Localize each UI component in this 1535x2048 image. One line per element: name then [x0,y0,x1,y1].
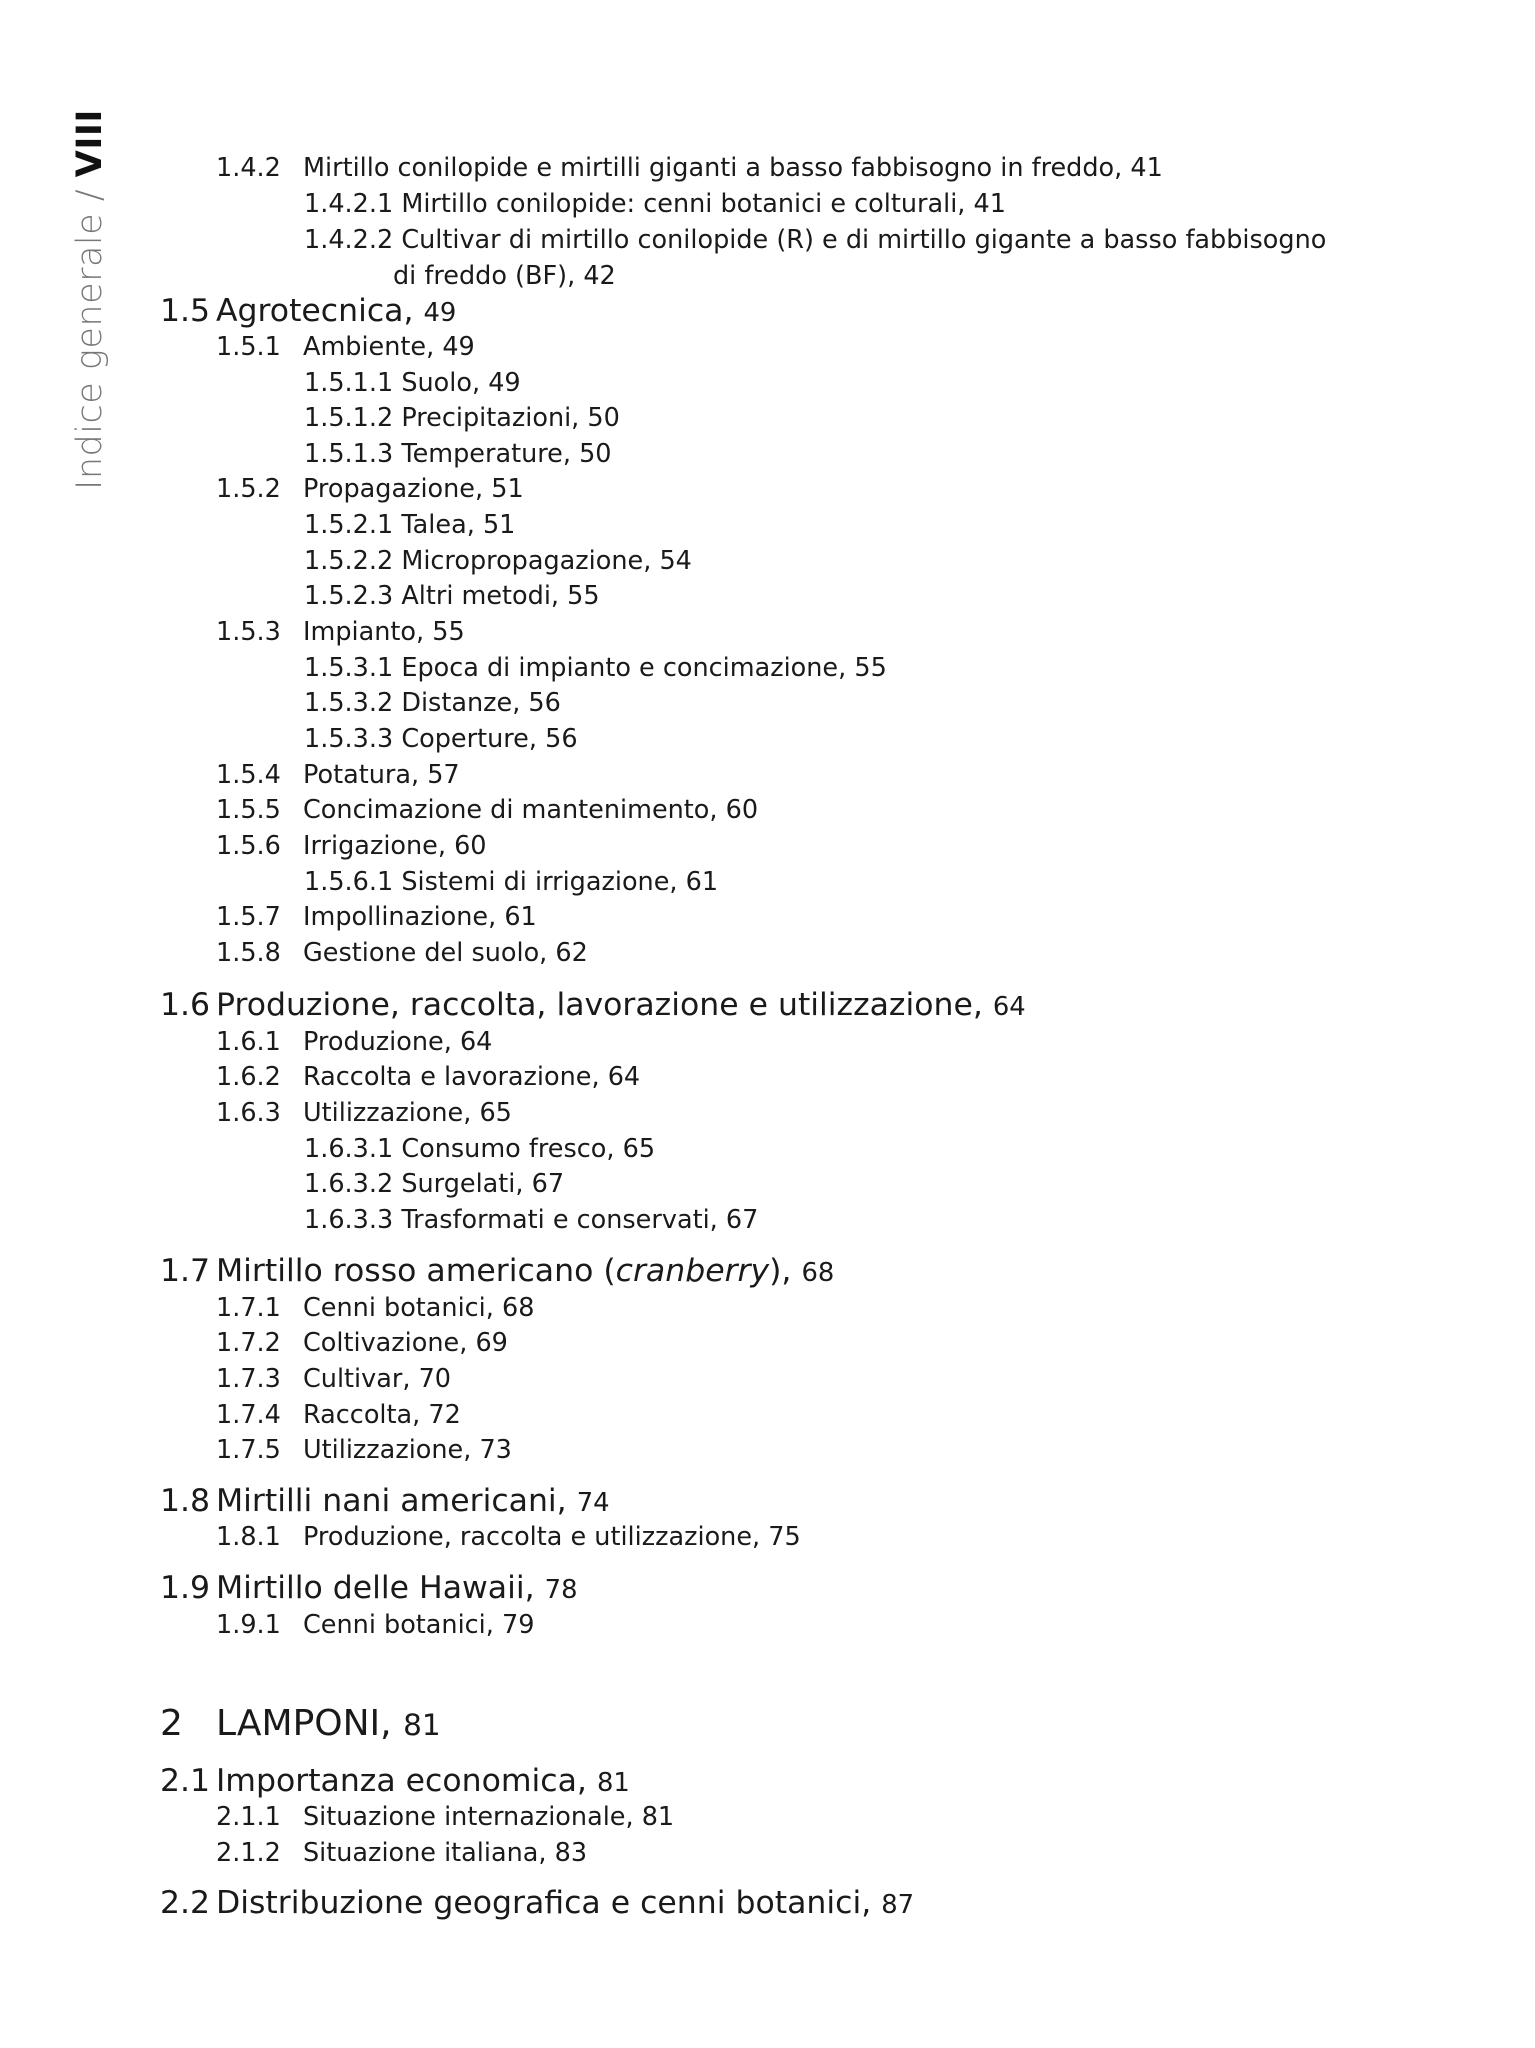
toc-entry-number: 1.5.3.2 [304,688,394,718]
toc-entry-title-wrap [401,1205,758,1235]
toc-entry-title-wrap [303,153,1163,183]
toc-entry-title-wrap [393,261,616,291]
toc-entry-page: 68 [801,1258,835,1288]
toc-entry-page: 49 [488,368,521,398]
toc-entry-number: 1.6.3.1 [304,1134,394,1164]
toc-entry-page: 81 [596,1768,630,1798]
toc-entry-title-wrap [401,724,577,754]
toc-entry-title: Temperature, [401,439,571,469]
toc-entry-number: 1.5.2 [216,474,281,504]
toc-entry-number: 1.5.8 [216,938,281,968]
toc-entry-title: Distanze, [401,688,521,718]
toc-entry-page: 81 [403,1708,441,1742]
toc-entry-title: Cultivar, [303,1364,411,1394]
toc-entry [304,653,887,683]
toc-entry [304,1205,759,1235]
toc-entry-title: Produzione, raccolta e utilizzazione, [303,1522,761,1552]
toc-entry [304,368,521,398]
toc-entry [304,1169,565,1199]
toc-entry-title-wrap [303,1610,535,1640]
toc-entry-page: 50 [587,403,620,433]
toc-entry-title-wrap [401,1169,564,1199]
toc-entry-number: 1.4.2.1 [304,189,394,219]
toc-entry-title-wrap [401,581,599,611]
toc-entry-title-wrap [303,1435,512,1465]
toc-entry-title-wrap [303,1838,588,1868]
toc-entry-title: Ambiente, [303,332,435,362]
toc-entry-page: 75 [768,1522,801,1552]
toc-entry [304,510,516,540]
toc-entry-title: Utilizzazione, [303,1098,472,1128]
toc-entry-page: 65 [479,1098,512,1128]
toc-entry-title-wrap [303,831,487,861]
toc-entry-title-wrap [303,1364,452,1394]
toc-entry-number: 1.5.1.3 [304,439,394,469]
toc-entry-title: Cenni botanici, [303,1610,494,1640]
toc-entry-title-wrap [401,368,520,398]
toc-entry-title: Cultivar di mirtillo conilopide (R) e di mirtillo gigante a basso fabbisogno [401,225,1327,255]
toc-entry-number: 1.5.2.1 [304,510,394,540]
toc-entry-title: Epoca di impianto e concimazione, [401,653,847,683]
toc-entry [304,189,1006,219]
toc-entry-title: Talea, [401,510,475,540]
toc-entry-page: 49 [442,332,475,362]
toc-entry-page: 41 [973,189,1006,219]
toc-entry-page: 69 [475,1328,508,1358]
toc-entry-page: 49 [423,298,457,328]
toc-entry-title-wrap [303,332,475,362]
toc-entry-title: Gestione del suolo, [303,938,548,968]
toc-entry-title: Utilizzazione, [303,1435,472,1465]
toc-entry-title: Propagazione, [303,474,484,504]
toc-entry-title-end: ), [769,1253,792,1289]
toc-entry-title: Coltivazione, [303,1328,468,1358]
toc-entry-page: 61 [504,902,537,932]
toc-entry-title-wrap [401,189,1006,219]
toc-entry-number: 1.6.1 [216,1027,281,1057]
toc-entry-title-wrap [303,1328,508,1358]
toc-entry-page: 60 [454,831,487,861]
toc-entry-title-wrap [303,474,524,504]
toc-entry-number: 1.8.1 [216,1522,281,1552]
toc-entry-number: 1.8 [160,1483,211,1519]
toc-entry-title-wrap [401,1134,655,1164]
toc-entry-number: 1.5.3 [216,617,281,647]
toc-entry-page: 55 [432,617,465,647]
toc-entry-number: 2.2 [160,1885,211,1921]
toc-entry-title-wrap [303,760,460,790]
toc-entry-title: Distribuzione geografica e cenni botanici, [216,1885,872,1921]
toc-entry-number: 1.7.5 [216,1435,281,1465]
toc-entry-page: 57 [427,760,460,790]
toc-entry-title: Consumo fresco, [401,1134,615,1164]
toc-entry-title: di freddo (BF), [393,261,576,291]
toc-entry-title: Agrotecnica, [216,293,414,329]
toc-entry-title: Mirtillo rosso americano ( [216,1253,616,1289]
toc-entry-page: 68 [502,1293,535,1323]
toc-entry-title: Mirtillo conilopide e mirtilli giganti a basso fabbisogno in freddo, [303,153,1123,183]
toc-entry-number: 1.5.6.1 [304,867,394,897]
toc-entry-title-wrap [401,439,611,469]
toc-entry [304,867,719,897]
toc-entry-number: 2.1.1 [216,1802,281,1832]
toc-entry-page: 72 [428,1400,461,1430]
toc-entry-number: 1.5.4 [216,760,281,790]
running-head-separator: / [70,188,110,202]
toc-entry-title-wrap [303,1027,493,1057]
toc-entry-number: 1.6 [160,987,211,1023]
toc-entry [304,403,620,433]
toc-entry-title-wrap [303,1400,461,1430]
toc-entry-number: 1.7.1 [216,1293,281,1323]
toc-entry-title-wrap [401,688,561,718]
toc-entry-page: 55 [567,581,600,611]
toc-entry-page: 64 [459,1027,493,1057]
toc-entry-title: Produzione, raccolta, lavorazione e utilizzazione, [216,987,983,1023]
toc-entry [304,439,612,469]
toc-entry-number: 1.5.6 [216,831,281,861]
toc-entry-page: 64 [992,992,1026,1022]
toc-entry-title-wrap [401,225,1326,255]
toc-entry-number: 1.4.2.2 [304,225,394,255]
toc-entry-title-wrap [216,1570,578,1606]
toc-entry-page: 67 [531,1169,565,1199]
toc-entry-title-wrap [216,1703,441,1744]
toc-entry-number: 1.7.2 [216,1328,281,1358]
toc-entry [304,688,561,718]
toc-entry-title: Trasformati e conservati, [401,1205,718,1235]
toc-entry-title: Situazione italiana, [303,1838,547,1868]
toc-entry-number: 1.6.3.3 [304,1205,394,1235]
toc-entry-number: 1.7 [160,1253,211,1289]
toc-entry-title-wrap [303,1802,675,1832]
toc-entry-title-wrap [303,938,588,968]
toc-entry-title: Micropropagazione, [401,546,652,576]
toc-entry-number: 2.1.2 [216,1838,281,1868]
toc-entry-title: Mirtilli nani americani, [216,1483,567,1519]
toc-entry-title-wrap [303,795,759,825]
toc-entry-number: 2.1 [160,1763,211,1799]
toc-entry-page: 67 [725,1205,759,1235]
toc-entry-page: 56 [528,688,561,718]
toc-entry-title: LAMPONI, [216,1703,392,1744]
toc-entry-title: Surgelati, [401,1169,524,1199]
toc-entry [304,225,1327,255]
toc-entry-number: 1.5.2.3 [304,581,394,611]
toc-entry-title: Mirtillo delle Hawaii, [216,1570,535,1606]
toc-entry-number: 1.7.3 [216,1364,281,1394]
toc-entry-title-wrap [401,653,886,683]
toc-entry-number: 1.6.2 [216,1062,281,1092]
toc-entry-page: 64 [607,1062,641,1092]
toc-entry-title-wrap [216,1885,915,1921]
toc-entry [304,546,692,576]
toc-entry-page: 79 [502,1610,535,1640]
toc-entry-page: 41 [1130,153,1163,183]
toc-entry-title-wrap [303,1522,801,1552]
toc-entry-title: Sistemi di irrigazione, [401,867,678,897]
toc-entry-page: 62 [555,938,588,968]
toc-entry-title-wrap [303,1098,512,1128]
toc-entry-title-wrap [216,1483,610,1519]
toc-entry [304,1134,656,1164]
toc-entry-number: 1.5.3.1 [304,653,394,683]
toc-entry-title: Situazione internazionale, [303,1802,634,1832]
toc-entry-title-wrap [303,1293,535,1323]
toc-entry-title: Mirtillo conilopide: cenni botanici e colturali, [401,189,966,219]
toc-entry-number: 1.5.1.2 [304,403,394,433]
toc-entry-title: Concimazione di mantenimento, [303,795,718,825]
toc-entry-title: Raccolta, [303,1400,421,1430]
toc-entry-title-wrap [216,987,1026,1023]
toc-entry-page: 42 [583,261,616,291]
toc-entry-number: 1.5.5 [216,795,281,825]
toc-entry-title-wrap [216,1253,835,1289]
toc-entry-title: Cenni botanici, [303,1293,494,1323]
page-number: VIII [70,109,110,178]
toc-entry-title: Impianto, [303,617,425,647]
toc-entry-title-wrap [401,546,692,576]
toc-entry-title-wrap [401,510,515,540]
toc-entry-title: Irrigazione, [303,831,446,861]
toc-entry-page: 55 [854,653,887,683]
toc-entry-page: 51 [482,510,516,540]
toc-entry-number: 1.9.1 [216,1610,281,1640]
toc-entry-page: 81 [641,1802,675,1832]
running-head [70,109,110,490]
toc-entry-number: 1.5.7 [216,902,281,932]
toc-entry-number: 1.5.1.1 [304,368,394,398]
toc-entry-page: 73 [479,1435,512,1465]
toc-entry-title: Importanza economica, [216,1763,587,1799]
toc-entry-number: 1.4.2 [216,153,281,183]
toc-entry-title-wrap [216,1763,630,1799]
toc-entry-title-italic: cranberry [615,1253,770,1289]
toc-entry-number: 1.5.2.2 [304,546,394,576]
toc-entry-title: Produzione, [303,1027,452,1057]
toc-entry [304,724,578,754]
toc-entry-page: 87 [881,1890,915,1920]
toc-entry-page: 61 [685,867,719,897]
toc-entry-title: Impollinazione, [303,902,497,932]
toc-entry [304,581,600,611]
toc-entry-title-wrap [401,403,620,433]
toc-entry-page: 65 [622,1134,656,1164]
toc-entry-title: Altri metodi, [401,581,560,611]
toc-entry-title-wrap [401,867,718,897]
toc-entry-page: 54 [659,546,692,576]
running-head-section: Indice generale [70,212,110,490]
toc-entry-number: 1.5.3.3 [304,724,394,754]
toc-entry-title-wrap [303,902,537,932]
toc-entry-page: 50 [579,439,612,469]
toc-entry-page: 78 [544,1575,578,1605]
toc-entry-number: 1.5 [160,293,211,329]
toc-entry-number: 1.5.1 [216,332,281,362]
toc-entry-page: 70 [418,1364,452,1394]
toc-entry-title: Coperture, [401,724,537,754]
toc-entry-page: 56 [545,724,578,754]
toc-entry-number: 1.6.3 [216,1098,281,1128]
toc-entry-number: 1.7.4 [216,1400,281,1430]
toc-entry-title: Potatura, [303,760,420,790]
toc-entry-title: Precipitazioni, [401,403,580,433]
toc-entry-title: Suolo, [401,368,481,398]
toc-entry-number: 2 [160,1703,183,1744]
toc-entry-page: 51 [491,474,524,504]
toc-entry-page: 60 [725,795,759,825]
toc-entry-title-wrap [303,617,465,647]
toc-entry-title-wrap [303,1062,641,1092]
toc-entry-title: Raccolta e lavorazione, [303,1062,600,1092]
toc-entry-page: 74 [576,1488,610,1518]
toc-entry-title-wrap [216,293,457,329]
toc-entry-page: 83 [554,1838,588,1868]
toc-entry-number: 1.6.3.2 [304,1169,394,1199]
toc-entry-number: 1.9 [160,1570,211,1606]
